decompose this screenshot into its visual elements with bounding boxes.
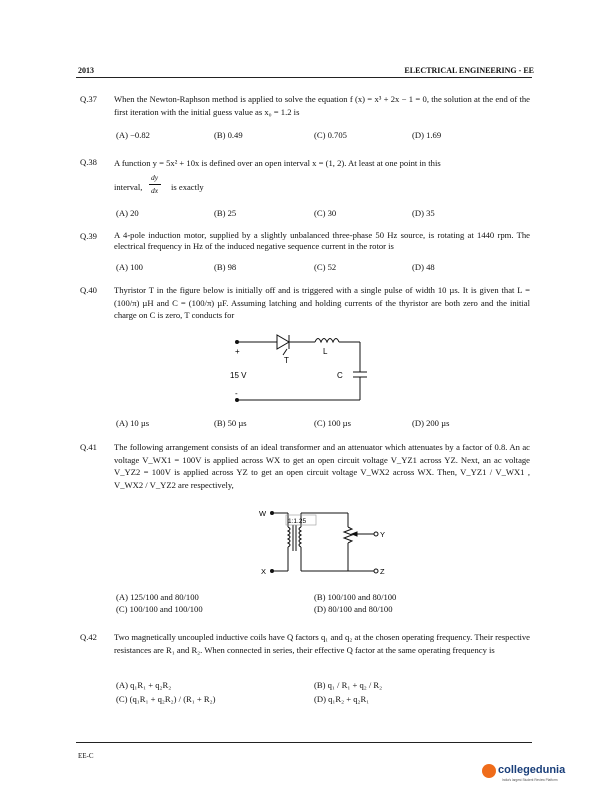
q42-option-c: (C) (q₁R₁ + q₂R₂) / (R₁ + R₂) — [116, 694, 216, 704]
source-voltage-label: 15 V — [230, 371, 247, 380]
q37-number: Q.37 — [80, 94, 97, 104]
header-subject: ELECTRICAL ENGINEERING - EE — [404, 66, 534, 75]
q37-text: When the Newton-Raphson method is applied to solve the equation f (x) = x³ + 2x − 1 = 0, the solution at the end of the first iteration with the initial guess value as x₀ = 1.2 is — [114, 94, 530, 117]
graduate-mascot-icon — [482, 764, 496, 778]
q38-frac-bar — [149, 184, 161, 185]
label-z: Z — [380, 567, 385, 576]
q41-option-d: (D) 80/100 and 80/100 — [314, 604, 393, 614]
q41-option-b: (B) 100/100 and 80/100 — [314, 592, 397, 602]
q42-option-d: (D) q₁R₂ + q₂R₁ — [314, 694, 370, 704]
q38-frac-num: dy — [151, 173, 159, 182]
footer-code: EE-C — [78, 752, 94, 760]
q39-number: Q.39 — [80, 231, 97, 241]
q38-option-b: (B) 25 — [214, 208, 237, 218]
brand-name: collegedunia — [498, 764, 566, 776]
q40-option-c: (C) 100 µs — [314, 418, 351, 428]
q40-text: Thyristor T in the figure below is initially off and is triggered with a single pulse of width 10 µs. It is given that L = (100/π) µH and C = (100/π) µF. Assuming latching and holding currents of the thyristor are both zero and the initial charge on C is zero, T conducts for — [114, 285, 530, 320]
q38-text-line1: A function y = 5x² + 10x is defined over an open interval x = (1, 2). At least at one point in this — [114, 158, 441, 168]
terminal-w — [270, 511, 274, 515]
header-rule — [76, 77, 532, 78]
terminal-y — [374, 532, 378, 536]
q40-number: Q.40 — [80, 285, 97, 295]
plus-label: + — [235, 347, 240, 356]
turns-ratio-label: 1:1.25 — [288, 518, 307, 525]
q38-option-a: (A) 20 — [116, 208, 139, 218]
q41-text: The following arrangement consists of an ideal transformer and an attenuator which attenuates by a factor of 0.8. An ac voltage V_WX1 = 100V is applied across WX to get an open circuit voltage V_YZ1 across YZ. Next, an ac voltage V_YZ2 = 100V is applied across YZ to get an open circuit voltage V_WX2 across WX. Then, V_YZ1 / V_WX1 , V_WX2 / V_YZ2 are respectively, — [114, 442, 530, 490]
q38-option-d: (D) 35 — [412, 208, 435, 218]
minus-label: - — [235, 389, 238, 398]
brand-tagline: India's largest Student Review Platform — [502, 778, 558, 782]
q37-option-b: (B) 0.49 — [214, 130, 243, 140]
q40-option-b: (B) 50 µs — [214, 418, 247, 428]
q37-option-a: (A) −0.82 — [116, 130, 150, 140]
q41-number: Q.41 — [80, 442, 97, 452]
thyristor-circuit-diagram — [225, 330, 375, 410]
q41-option-c: (C) 100/100 and 100/100 — [116, 604, 203, 614]
q42-number: Q.42 — [80, 632, 97, 642]
q41-option-a: (A) 125/100 and 80/100 — [116, 592, 199, 602]
q39-text: A 4-pole induction motor, supplied by a slightly unbalanced three-phase 50 Hz source, is rotating at 1440 rpm. The electrical frequency in Hz of the induced negative sequence current in the rotor is — [114, 230, 530, 251]
q38-text-post: is exactly — [171, 182, 204, 192]
thyristor-label: T — [284, 356, 289, 365]
q42-option-a: (A) q₁R₁ + q₂R₂ — [116, 680, 172, 690]
label-x: X — [261, 567, 267, 576]
terminal-x — [270, 569, 274, 573]
q39-option-d: (D) 48 — [412, 262, 435, 272]
capacitor-label: C — [337, 371, 343, 380]
q37-option-d: (D) 1.69 — [412, 130, 442, 140]
q37-option-c: (C) 0.705 — [314, 130, 347, 140]
label-w: W — [259, 509, 267, 518]
q42-text: Two magnetically uncoupled inductive coils have Q factors q₁ and q₂ at the chosen operating frequency. Their respective resistances are R₁ and R₂. When connected in series, their effective Q factor at the same operating frequency is — [114, 632, 530, 655]
q39-option-c: (C) 52 — [314, 262, 337, 272]
q38-text-pre: interval, — [114, 182, 143, 192]
terminal-z — [374, 569, 378, 573]
q38-number: Q.38 — [80, 157, 97, 167]
source-positive-terminal — [235, 340, 239, 344]
q38-option-c: (C) 30 — [314, 208, 337, 218]
q40-option-d: (D) 200 µs — [412, 418, 450, 428]
inductor-label: L — [323, 347, 328, 356]
source-negative-terminal — [235, 398, 239, 402]
q39-option-b: (B) 98 — [214, 262, 237, 272]
q40-option-a: (A) 10 µs — [116, 418, 150, 428]
q42-option-b: (B) q₁ / R₁ + q₂ / R₂ — [314, 680, 383, 690]
transformer-attenuator-diagram — [258, 507, 398, 579]
q38-frac-den: dx — [151, 186, 159, 195]
label-y: Y — [380, 530, 386, 539]
q39-option-a: (A) 100 — [116, 262, 143, 272]
collegedunia-logo[interactable] — [482, 764, 582, 788]
footer-rule — [76, 742, 532, 743]
header-year: 2013 — [78, 66, 94, 75]
